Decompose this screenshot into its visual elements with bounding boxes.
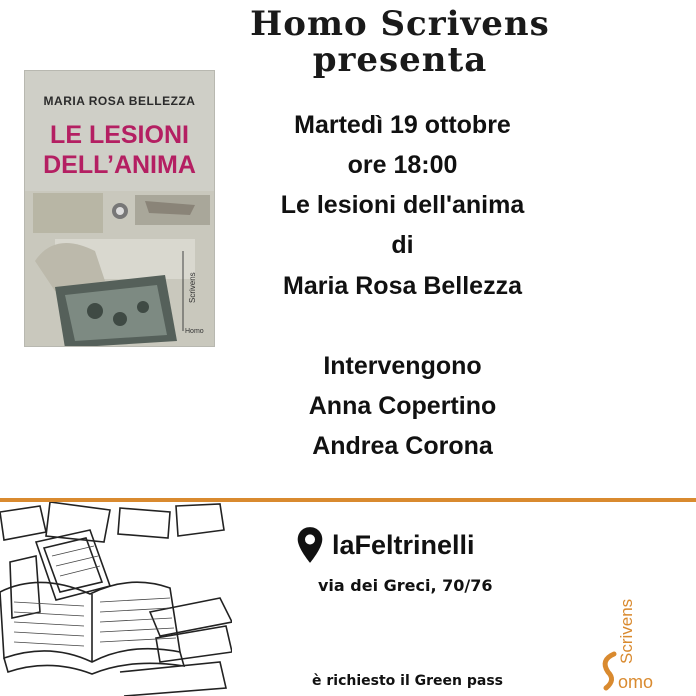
book-cover-publisher: Scrivens xyxy=(188,272,197,303)
logo-vertical-text: Scrivens xyxy=(617,598,636,664)
book-cover-title-line2: DELL’ANIMA xyxy=(43,151,196,179)
event-author: Maria Rosa Bellezza xyxy=(283,272,522,300)
header-title-line2: presenta xyxy=(312,40,488,80)
event-speaker-1: Anna Copertino xyxy=(308,392,497,420)
header-title-line1: Homo Scrivens xyxy=(250,4,550,44)
homo-scrivens-logo xyxy=(596,580,666,692)
event-speaker-2: Andrea Corona xyxy=(312,432,493,460)
venue-address: via dei Greci, 70/76 xyxy=(318,576,493,595)
event-date: Martedì 19 ottobre xyxy=(294,111,511,139)
event-time: ore 18:00 xyxy=(347,151,458,179)
logo-bottom-text: omo xyxy=(618,672,654,692)
book-cover xyxy=(24,70,215,347)
venue-name: laFeltrinelli xyxy=(332,529,475,560)
book-cover-collage xyxy=(25,191,215,347)
books-illustration xyxy=(0,502,232,696)
green-pass-note: è richiesto il Green pass xyxy=(312,673,503,689)
location xyxy=(296,526,475,564)
book-cover-title-line1: LE LESIONI xyxy=(50,121,189,149)
event-speakers-label: Intervengono xyxy=(323,352,482,380)
book-cover-publisher-small: Homo xyxy=(185,328,204,335)
event-title: Le lesioni dell'anima xyxy=(280,191,525,219)
map-pin-icon xyxy=(296,526,324,564)
event-by: di xyxy=(391,231,414,259)
book-cover-author: MARIA ROSA BELLEZZA xyxy=(43,94,196,108)
